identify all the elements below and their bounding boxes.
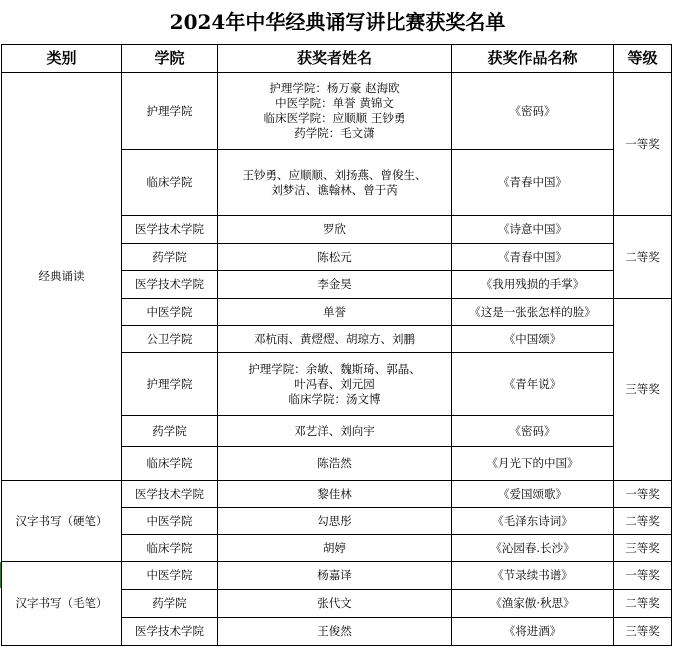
header-winner-names: 获奖者姓名 [218, 45, 452, 73]
names-cell: 黎佳林 [218, 481, 452, 508]
names-line: 王钞勇、应顺顺、刘扬燕、曾俊生、 [242, 167, 427, 182]
header-grade: 等级 [614, 45, 672, 73]
names-line: 刘梦洁、谯翰林、曾于芮 [271, 182, 398, 197]
header-college: 学院 [122, 45, 218, 73]
college-cell: 中医学院 [122, 508, 218, 535]
college-cell: 临床学院 [122, 150, 218, 216]
names-cell: 杨嘉译 [218, 562, 452, 590]
names-cell: 陈浩然 [218, 447, 452, 481]
table-row [2, 73, 672, 150]
work-cell: 《我用残损的手掌》 [452, 271, 614, 299]
work-cell: 《青春中国》 [452, 244, 614, 271]
header-work-title: 获奖作品名称 [452, 45, 614, 73]
category-cell: 经典诵读 [2, 73, 122, 481]
college-cell: 中医学院 [122, 299, 218, 326]
work-cell: 《月光下的中国》 [452, 447, 614, 481]
grade-cell: 三等奖 [614, 299, 672, 481]
names-cell: 邓杭雨、黄熤熤、胡琼方、刘鹏 [218, 326, 452, 353]
work-cell: 《密码》 [452, 73, 614, 150]
header-category: 类别 [2, 45, 122, 73]
work-cell: 《中国颂》 [452, 326, 614, 353]
college-cell: 护理学院 [122, 73, 218, 150]
work-cell: 《青年说》 [452, 353, 614, 416]
college-cell: 药学院 [122, 590, 218, 618]
names-cell: 张代文 [218, 590, 452, 618]
work-cell: 《沁园春.长沙》 [452, 535, 614, 562]
names-line: 中医学院：单誉 黄锦文 [275, 96, 394, 110]
work-cell: 《诗意中国》 [452, 216, 614, 244]
grade-cell: 一等奖 [614, 73, 672, 216]
names-line: 护理学院：杨万豪 赵海欧 [269, 81, 400, 95]
grade-cell: 三等奖 [614, 535, 672, 562]
names-cell: 单誉 [218, 299, 452, 326]
grade-cell: 二等奖 [614, 590, 672, 618]
college-cell: 药学院 [122, 416, 218, 447]
grade-cell: 一等奖 [614, 562, 672, 590]
names-line: 临床医学院：应顺顺 王钞勇 [263, 111, 406, 125]
header-row [2, 45, 672, 73]
grade-cell: 二等奖 [614, 216, 672, 299]
category-cell: 汉字书写（硬笔） [2, 481, 122, 562]
grade-cell: 三等奖 [614, 618, 672, 646]
work-cell: 《青春中国》 [452, 150, 614, 216]
grade-cell: 一等奖 [614, 481, 672, 508]
table-row [2, 481, 672, 508]
table-row [2, 562, 672, 590]
work-cell: 《渔家傲·秋思》 [452, 590, 614, 618]
names-cell: 王俊然 [218, 618, 452, 646]
college-cell: 药学院 [122, 244, 218, 271]
names-cell: 罗欣 [218, 216, 452, 244]
college-cell: 临床学院 [122, 447, 218, 481]
college-cell: 护理学院 [122, 353, 218, 416]
college-cell: 医学技术学院 [122, 618, 218, 646]
names-line: 药学院：毛文潇 [294, 126, 375, 140]
names-cell [218, 73, 452, 150]
names-cell: 勾思彤 [218, 508, 452, 535]
names-cell [218, 353, 452, 416]
college-cell: 中医学院 [122, 562, 218, 590]
work-cell: 《将进酒》 [452, 618, 614, 646]
names-cell: 陈松元 [218, 244, 452, 271]
names-cell [218, 150, 452, 216]
names-line: 护理学院：余敏、魏斯琦、郭晶、 [248, 361, 421, 376]
names-cell: 李金昊 [218, 271, 452, 299]
work-cell: 《节录续书谱》 [452, 562, 614, 590]
names-cell: 邓艺洋、刘向宇 [218, 416, 452, 447]
college-cell: 临床学院 [122, 535, 218, 562]
college-cell: 医学技术学院 [122, 481, 218, 508]
work-cell: 《毛泽东诗词》 [452, 508, 614, 535]
college-cell: 公卫学院 [122, 326, 218, 353]
college-cell: 医学技术学院 [122, 271, 218, 299]
grade-cell: 二等奖 [614, 508, 672, 535]
category-cell: 汉字书写（毛笔） [2, 562, 122, 646]
work-cell: 《密码》 [452, 416, 614, 447]
work-cell: 《爱国颂歌》 [452, 481, 614, 508]
names-cell: 胡婷 [218, 535, 452, 562]
work-cell: 《这是一张张怎样的脸》 [452, 299, 614, 326]
award-table [1, 44, 672, 646]
college-cell: 医学技术学院 [122, 216, 218, 244]
names-line: 临床学院：汤文博 [288, 391, 381, 406]
names-line: 叶冯春、刘元园 [294, 376, 375, 391]
page-title: 2024年中华经典诵写讲比赛获奖名单 [169, 10, 506, 34]
